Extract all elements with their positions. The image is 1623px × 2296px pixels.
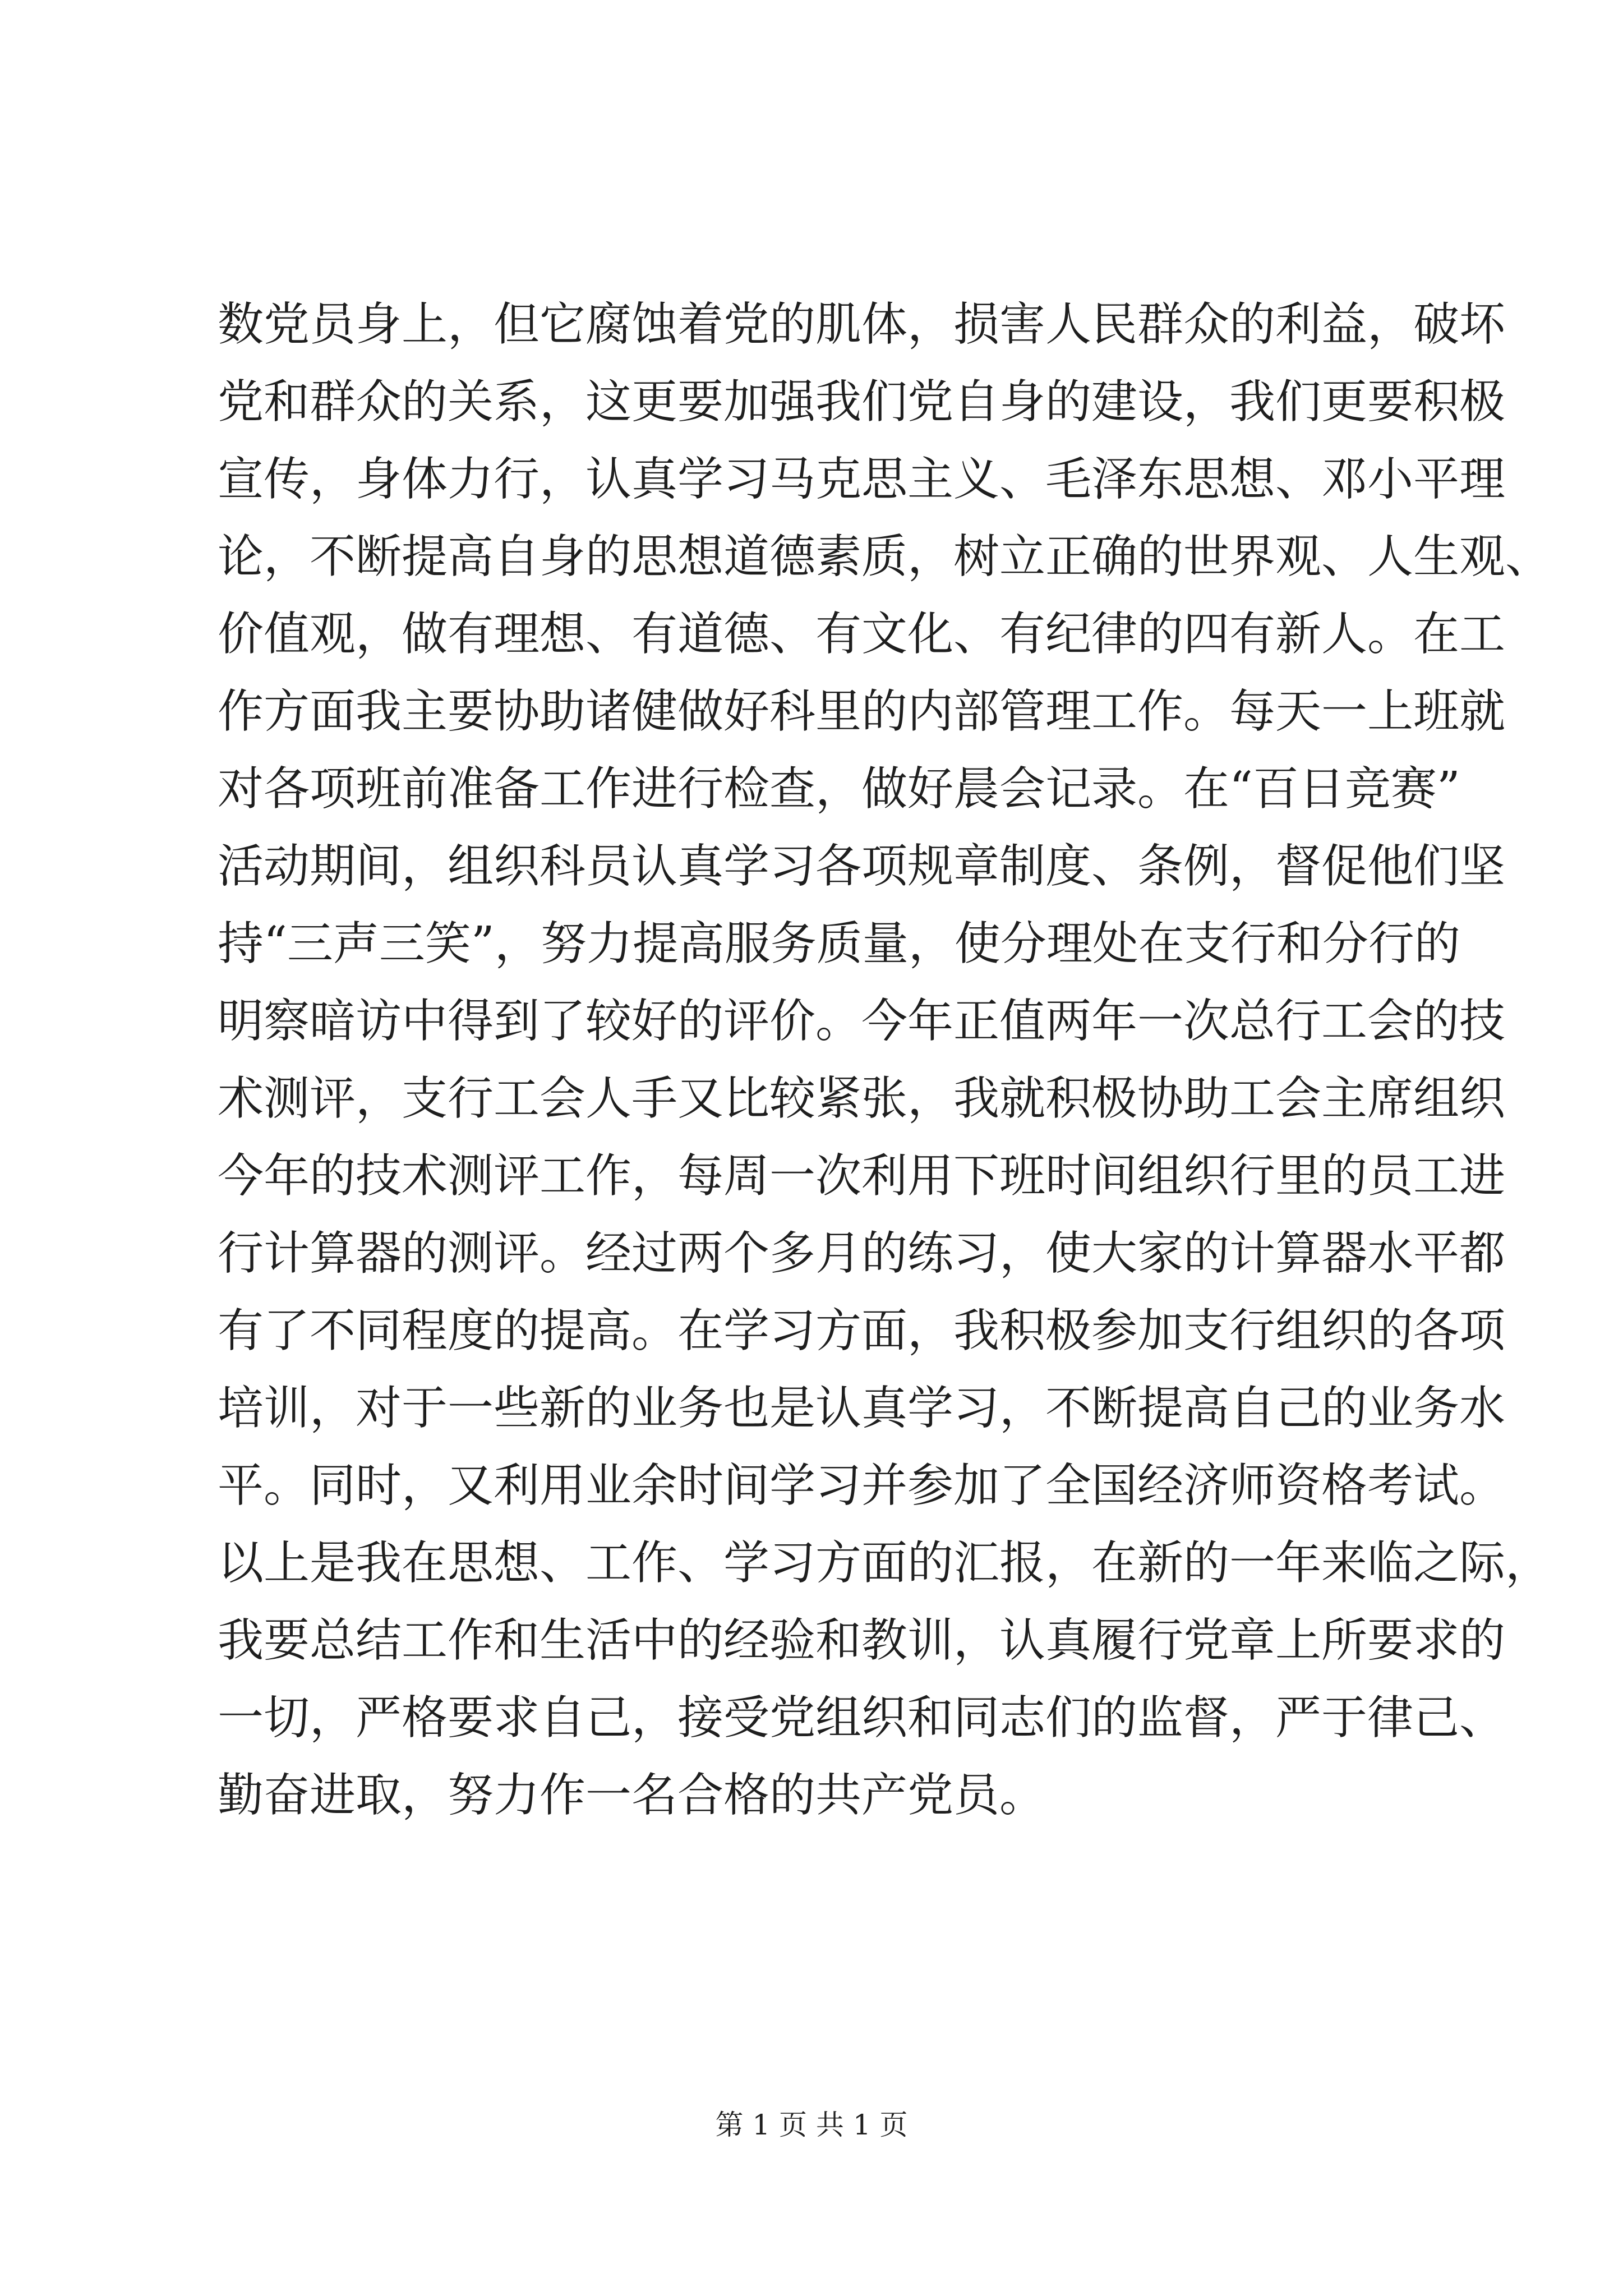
text-line: 以上是我在思想、工作、学习方面的汇报，在新的一年来临之际， (218, 1536, 1552, 1590)
text-line: 培训，对于一些新的业务也是认真学习，不断提高自己的业务水 (218, 1382, 1506, 1435)
page-number: 第 1 页 共 1 页 (715, 2109, 908, 2141)
text-line: 党和群众的关系，这更要加强我们党自身的建设，我们更要积极 (218, 375, 1506, 429)
text-line: 价值观，做有理想、有道德、有文化、有纪律的四有新人。在工 (218, 608, 1506, 661)
text-line: 活动期间，组织科员认真学习各项规章制度、条例，督促他们坚 (218, 840, 1506, 893)
text-line: 行计算器的测评。经过两个多月的练习，使大家的计算器水平都 (218, 1227, 1506, 1280)
text-line: 一切，严格要求自己，接受党组织和同志们的监督，严于律己、 (218, 1691, 1506, 1745)
text-line: 术测评，支行工会人手又比较紧张，我就积极协助工会主席组织 (218, 1072, 1506, 1125)
text-line: 数党员身上，但它腐蚀着党的肌体，损害人民群众的利益，破坏 (218, 298, 1506, 351)
text-line: 我要总结工作和生活中的经验和教训，认真履行党章上所要求的 (218, 1614, 1506, 1667)
text-line: 对各项班前准备工作进行检查，做好晨会记录。在“百日竞赛” (218, 762, 1460, 816)
text-line: 宣传，身体力行，认真学习马克思主义、毛泽东思想、邓小平理 (218, 453, 1506, 506)
text-line: 明察暗访中得到了较好的评价。今年正值两年一次总行工会的技 (218, 995, 1506, 1048)
text-line: 论，不断提高自身的思想道德素质，树立正确的世界观、人生观、 (218, 530, 1552, 583)
text-line: 作方面我主要协助诸健做好科里的内部管理工作。每天一上班就 (218, 685, 1506, 738)
text-line: 有了不同程度的提高。在学习方面，我积极参加支行组织的各项 (218, 1304, 1506, 1358)
text-line: 平。同时，又利用业余时间学习并参加了全国经济师资格考试。 (218, 1459, 1506, 1512)
text-line: 持“三声三笑”，努力提高服务质量，使分理处在支行和分行的 (218, 917, 1460, 970)
page-footer (0, 2102, 1623, 2143)
text-line: 勤奋进取，努力作一名合格的共产党员。 (218, 1769, 1046, 1822)
text-line: 今年的技术测评工作，每周一次利用下班时间组织行里的员工进 (218, 1149, 1506, 1203)
body-text (218, 286, 1552, 1834)
